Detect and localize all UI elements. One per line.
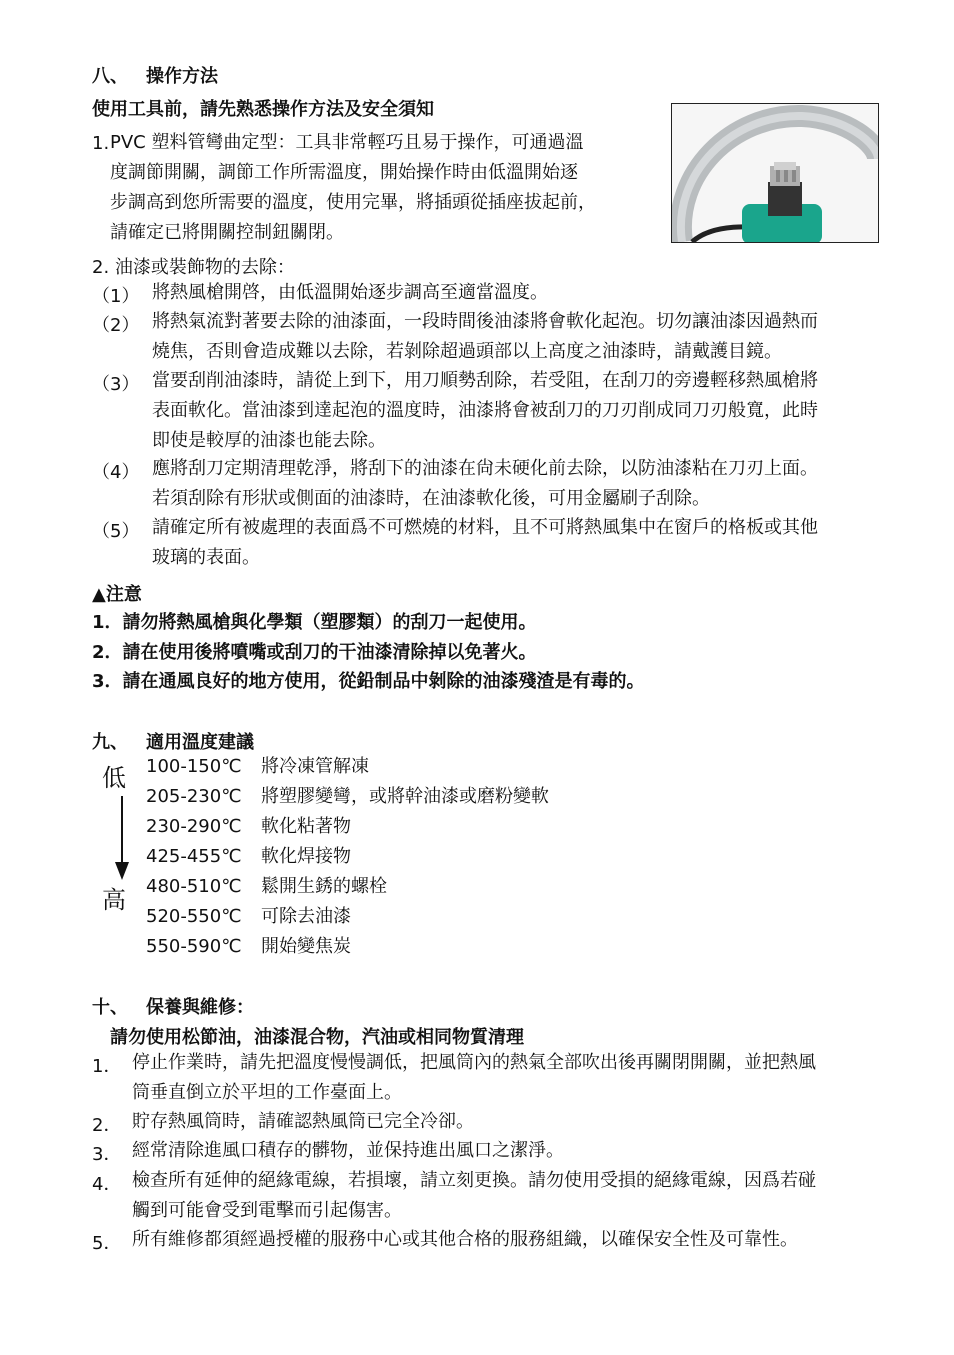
note-1: 1．請勿將熱風槍與化學類（塑膠類）的刮刀一起使用。 xyxy=(92,612,537,633)
use-column xyxy=(261,752,549,962)
low-label: 低 xyxy=(102,764,126,792)
maint1-number: 1． xyxy=(92,1056,122,1077)
sub3-text: 當要刮削油漆時，請從上到下，用刀順勢刮除，若受阻，在刮刀的旁邊輕移熱風槍將 表面軟化。當油漆到達起泡的溫度時，油漆將會被刮刀的刀刃削成同刀刃般寬，此時 即使是較厚的油漆也能去除。 xyxy=(152,370,818,451)
sub3-number: （3） xyxy=(92,374,140,395)
temp-row: 550-590℃ xyxy=(146,936,242,957)
maint3-number: 3． xyxy=(92,1144,122,1165)
sub1-text: 將熱風槍開啓，由低溫開始逐步調高至適當溫度。 xyxy=(152,282,548,303)
temp-row: 520-550℃ xyxy=(146,906,242,927)
high-label: 高 xyxy=(102,886,126,914)
note-2: 2．請在使用後將噴嘴或刮刀的干油漆清除掉以免著火。 xyxy=(92,642,537,663)
temp-row: 230-290℃ xyxy=(146,816,242,837)
heat-gun-photo xyxy=(671,103,879,243)
section9-title: 適用溫度建議 xyxy=(146,732,254,753)
use-row: 開始變焦炭 xyxy=(261,936,351,957)
sub2-text: 將熱氣流對著要去除的油漆面，一段時間後油漆將會軟化起泡。切勿讓油漆因過熱而 燒焦，否則會造成難以去除，若剝除超過頭部以上高度之油漆時，請戴護目鏡。 xyxy=(152,311,818,362)
note-title: ▲注意 xyxy=(92,584,142,605)
sub2-number: （2） xyxy=(92,315,140,336)
sub1-number: （1） xyxy=(92,286,140,307)
maint4-number: 4． xyxy=(92,1174,122,1195)
maint2-text: 貯存熱風筒時，請確認熱風筒已完全冷卻。 xyxy=(132,1111,474,1132)
section10-intro: 請勿使用松節油，油漆混合物，汽油或相同物質清理 xyxy=(110,1027,524,1048)
item1-number: 1. xyxy=(92,133,110,154)
maint3-text: 經常清除進風口積存的髒物，並保持進出風口之潔淨。 xyxy=(132,1140,564,1161)
maint1-text: 停止作業時，請先把溫度慢慢調低，把風筒內的熱氣全部吹出後再關閉開關，並把熱風 筒垂直倒立於平坦的工作臺面上。 xyxy=(132,1052,816,1103)
temp-column xyxy=(146,752,241,962)
sub4-number: （4） xyxy=(92,462,140,483)
section10-title: 保養與維修： xyxy=(146,997,254,1018)
temp-row: 480-510℃ xyxy=(146,876,242,897)
item2-heading: 2. 油漆或裝飾物的去除： xyxy=(92,257,295,278)
use-row: 將塑膠變彎，或將幹油漆或磨粉變軟 xyxy=(261,786,549,807)
section8-number: 八、 xyxy=(92,66,128,87)
item1-text: PVC 塑料管彎曲定型：工具非常輕巧且易于操作，可通過溫 度調節開關，調節工作所需溫度，開始操作時由低溫開始逐 步調高到您所需要的溫度，使用完畢，將插頭從插座拔起前， 請確定已將開關控制鈕關閉。 xyxy=(110,132,596,243)
temp-row: 425-455℃ xyxy=(146,846,242,867)
use-row: 軟化焊接物 xyxy=(261,846,351,867)
temperature-arrow-icon xyxy=(112,796,132,882)
section8-intro: 使用工具前，請先熟悉操作方法及安全須知 xyxy=(92,99,434,120)
use-row: 軟化粘著物 xyxy=(261,816,351,837)
maint2-number: 2． xyxy=(92,1115,122,1136)
sub4-text: 應將刮刀定期清理乾淨，將刮下的油漆在尙未硬化前去除，以防油漆粘在刀刃上面。 若須刮除有形狀或側面的油漆時，在油漆軟化後，可用金屬刷子刮除。 xyxy=(152,458,818,509)
section9-number: 九、 xyxy=(92,732,128,753)
sub5-number: （5） xyxy=(92,521,140,542)
use-row: 將冷凍管解凍 xyxy=(261,756,369,777)
sub5-text: 請確定所有被處理的表面爲不可燃燒的材料，且不可將熱風集中在窗戶的格板或其他 玻璃的表面。 xyxy=(152,517,818,568)
maint5-number: 5． xyxy=(92,1233,122,1254)
maint5-text: 所有維修都須經過授權的服務中心或其他合格的服務組織，以確保安全性及可靠性。 xyxy=(132,1229,798,1250)
temp-row: 205-230℃ xyxy=(146,786,242,807)
section10-number: 十、 xyxy=(92,997,128,1018)
temp-row: 100-150℃ xyxy=(146,756,242,777)
maint4-text: 檢查所有延伸的絕緣電線，若損壞，請立刻更換。請勿使用受損的絕緣電線，因爲若碰 觸到可能會受到電擊而引起傷害。 xyxy=(132,1170,816,1221)
section8-title: 操作方法 xyxy=(146,66,218,87)
use-row: 可除去油漆 xyxy=(261,906,351,927)
use-row: 鬆開生銹的螺栓 xyxy=(261,876,387,897)
note-3: 3．請在通風良好的地方使用，從鉛制品中剝除的油漆殘渣是有毒的。 xyxy=(92,671,645,692)
